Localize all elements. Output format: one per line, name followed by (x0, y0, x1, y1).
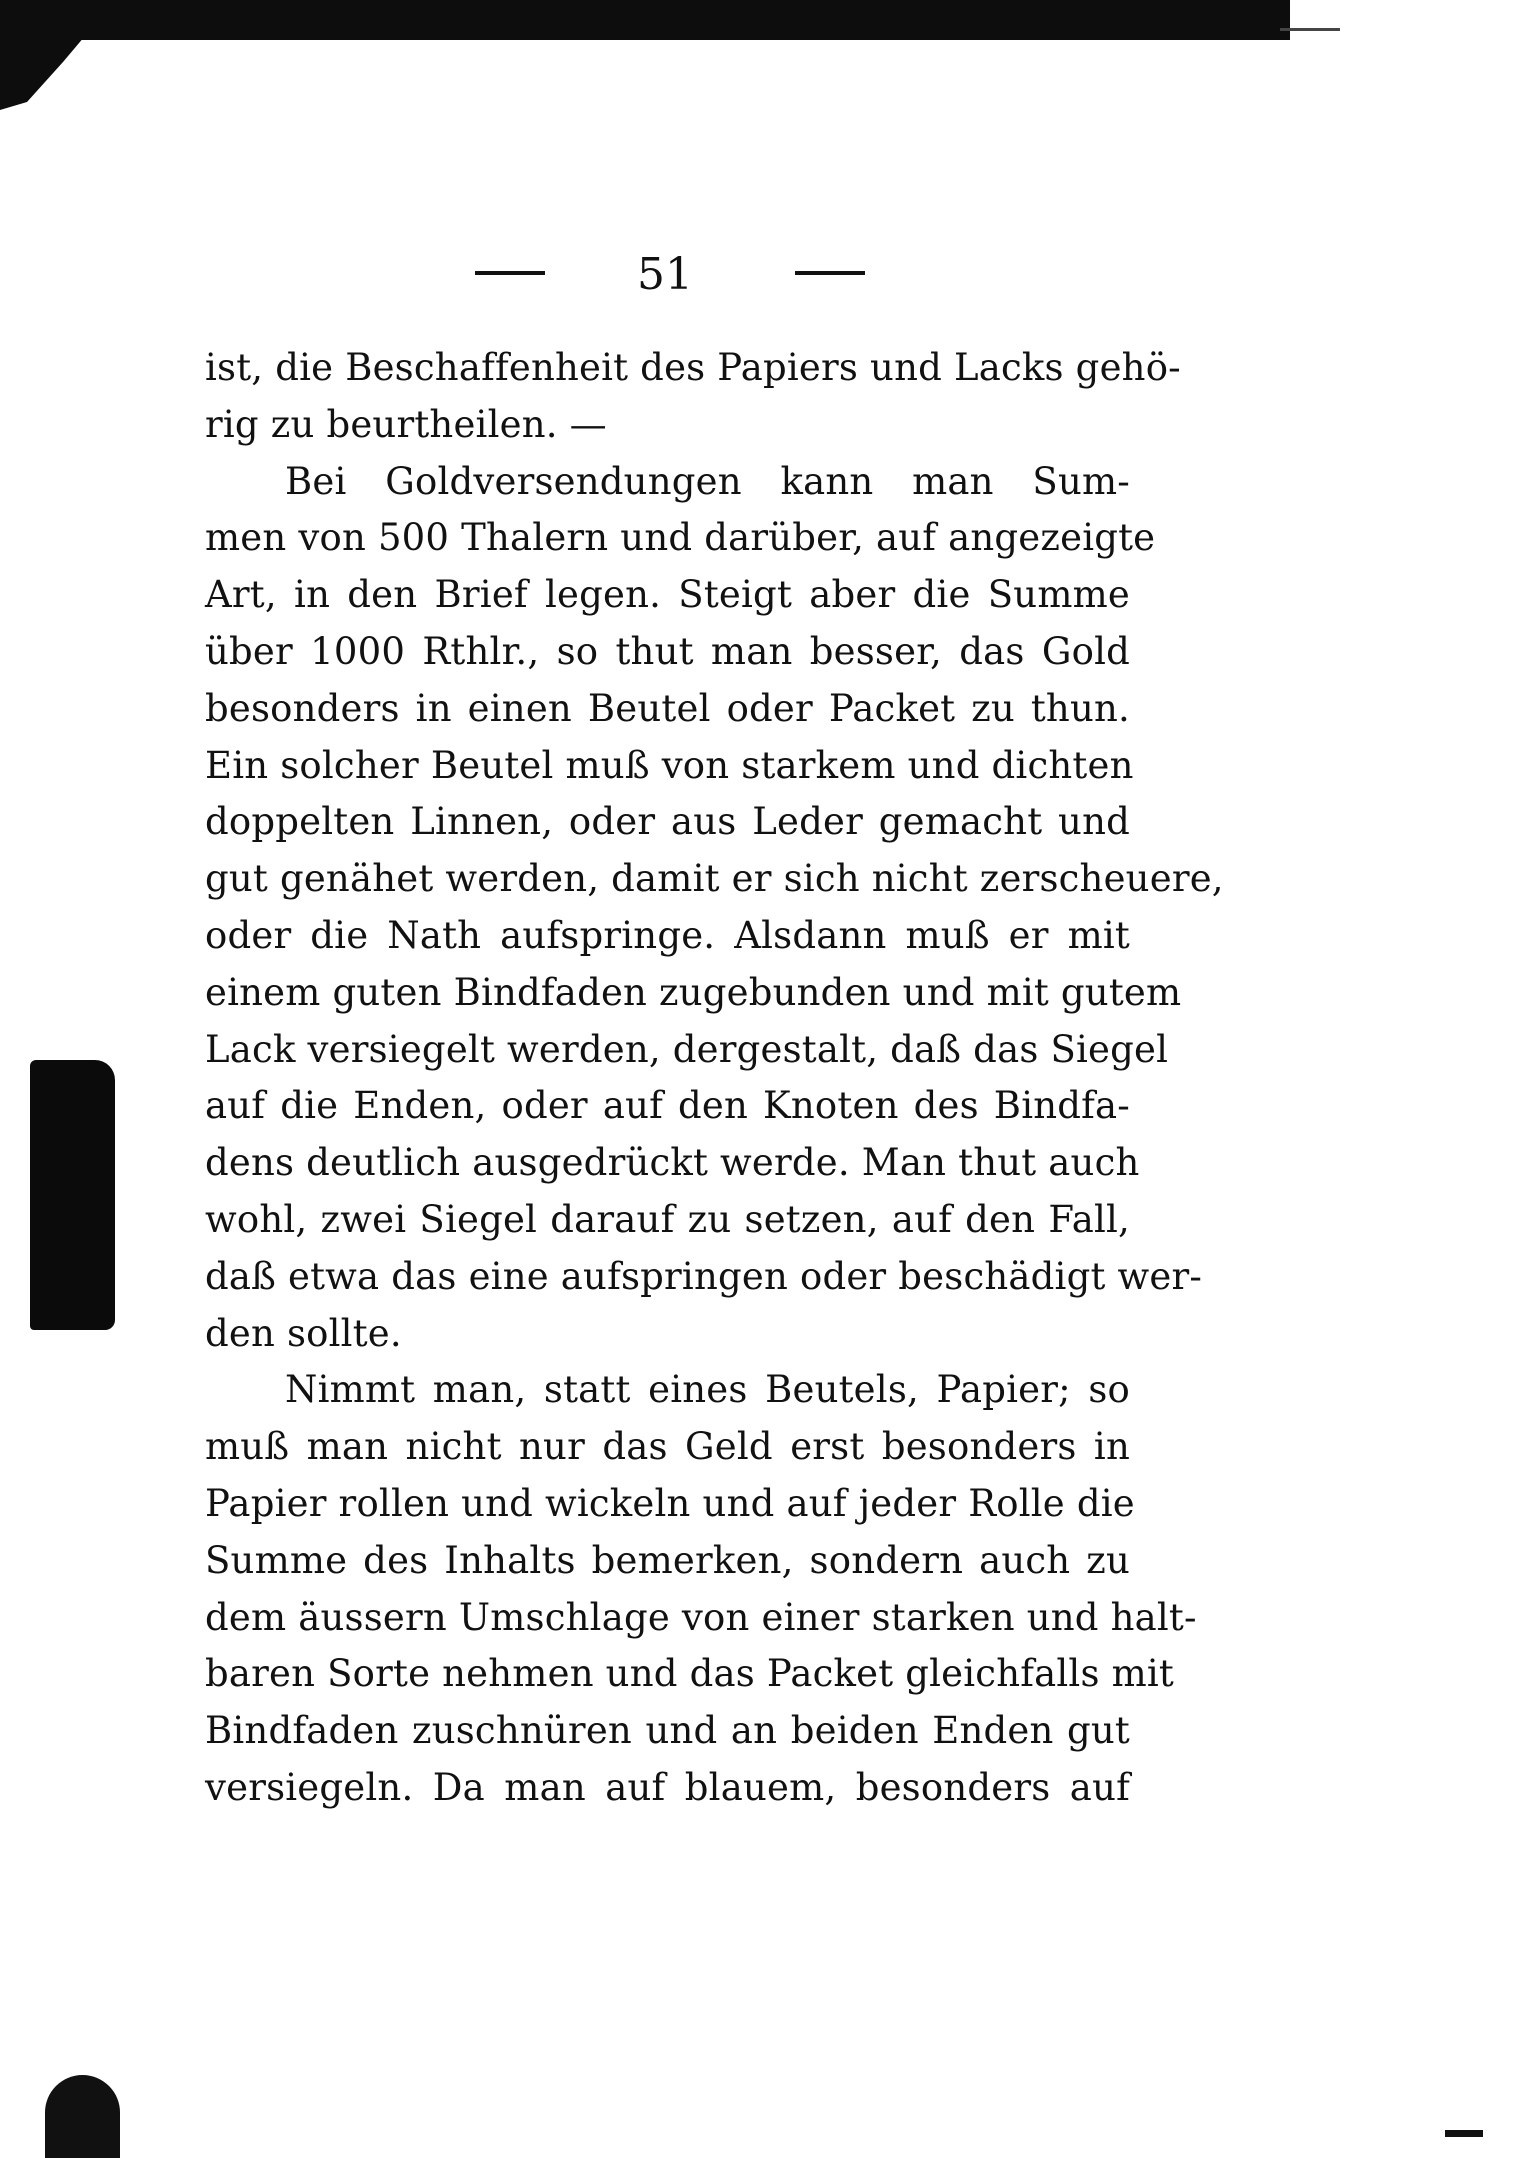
scan-bottom-blot (45, 2075, 120, 2158)
scan-bottom-mark (1445, 2130, 1483, 2137)
text-line: oder die Nath aufspringe. Alsdann muß er mit (205, 913, 1130, 957)
text-line: gut genähet werden, damit er sich nicht zerscheuere, (205, 857, 1224, 901)
text-line: einem guten Bindfaden zugebunden und mit gutem (205, 970, 1182, 1014)
text-line: den sollte. (205, 1311, 402, 1355)
text-line: Bei Goldversendungen kann man Sum- (285, 459, 1130, 503)
text-line: muß man nicht nur das Geld erst besonders in (205, 1425, 1130, 1469)
scan-edge-top (0, 0, 1290, 40)
text-line: dem äussern Umschlage von einer starken und halt- (205, 1595, 1197, 1639)
text-line: rig zu beurtheilen. — (205, 402, 607, 446)
scan-edge-line (1280, 28, 1340, 31)
text-line: Nimmt man, statt eines Beutels, Papier; so (285, 1368, 1130, 1412)
text-line: baren Sorte nehmen und das Packet gleichfalls mit (205, 1652, 1174, 1696)
page-header (0, 245, 1537, 305)
text-line: ist, die Beschaffenheit des Papiers und Lacks gehö- (205, 346, 1181, 389)
text-line: Art, in den Brief legen. Steigt aber die Summe (205, 573, 1130, 617)
text-line: Summe des Inhalts bemerken, sondern auch zu (205, 1538, 1130, 1582)
body-text (205, 340, 1224, 1817)
text-line: dens deutlich ausgedrückt werde. Man thut auch (205, 1141, 1140, 1185)
scan-corner-shadow (0, 30, 90, 110)
text-line: men von 500 Thalern und darüber, auf angezeigte (205, 516, 1156, 560)
header-dash-right (795, 271, 865, 275)
header-dash-left (475, 271, 545, 275)
text-line: über 1000 Rthlr., so thut man besser, das Gold (205, 629, 1130, 673)
page-number: 51 (637, 249, 693, 300)
text-line: besonders in einen Beutel oder Packet zu thun. (205, 686, 1130, 730)
scan-ink-blot (30, 1060, 115, 1330)
text-line: daß etwa das eine aufspringen oder beschädigt wer- (205, 1254, 1203, 1298)
text-line: doppelten Linnen, oder aus Leder gemacht und (205, 800, 1130, 844)
text-line: Papier rollen und wickeln und auf jeder Rolle die (205, 1481, 1135, 1525)
text-line: Bindfaden zuschnüren und an beiden Enden gut (205, 1709, 1130, 1753)
text-line: wohl, zwei Siegel darauf zu setzen, auf den Fall, (205, 1197, 1130, 1241)
text-line: auf die Enden, oder auf den Knoten des Bindfa- (205, 1084, 1130, 1128)
text-line: versiegeln. Da man auf blauem, besonders auf (205, 1765, 1130, 1809)
text-line: Ein solcher Beutel muß von starkem und dichten (205, 743, 1134, 787)
text-line: Lack versiegelt werden, dergestalt, daß das Siegel (205, 1027, 1169, 1071)
